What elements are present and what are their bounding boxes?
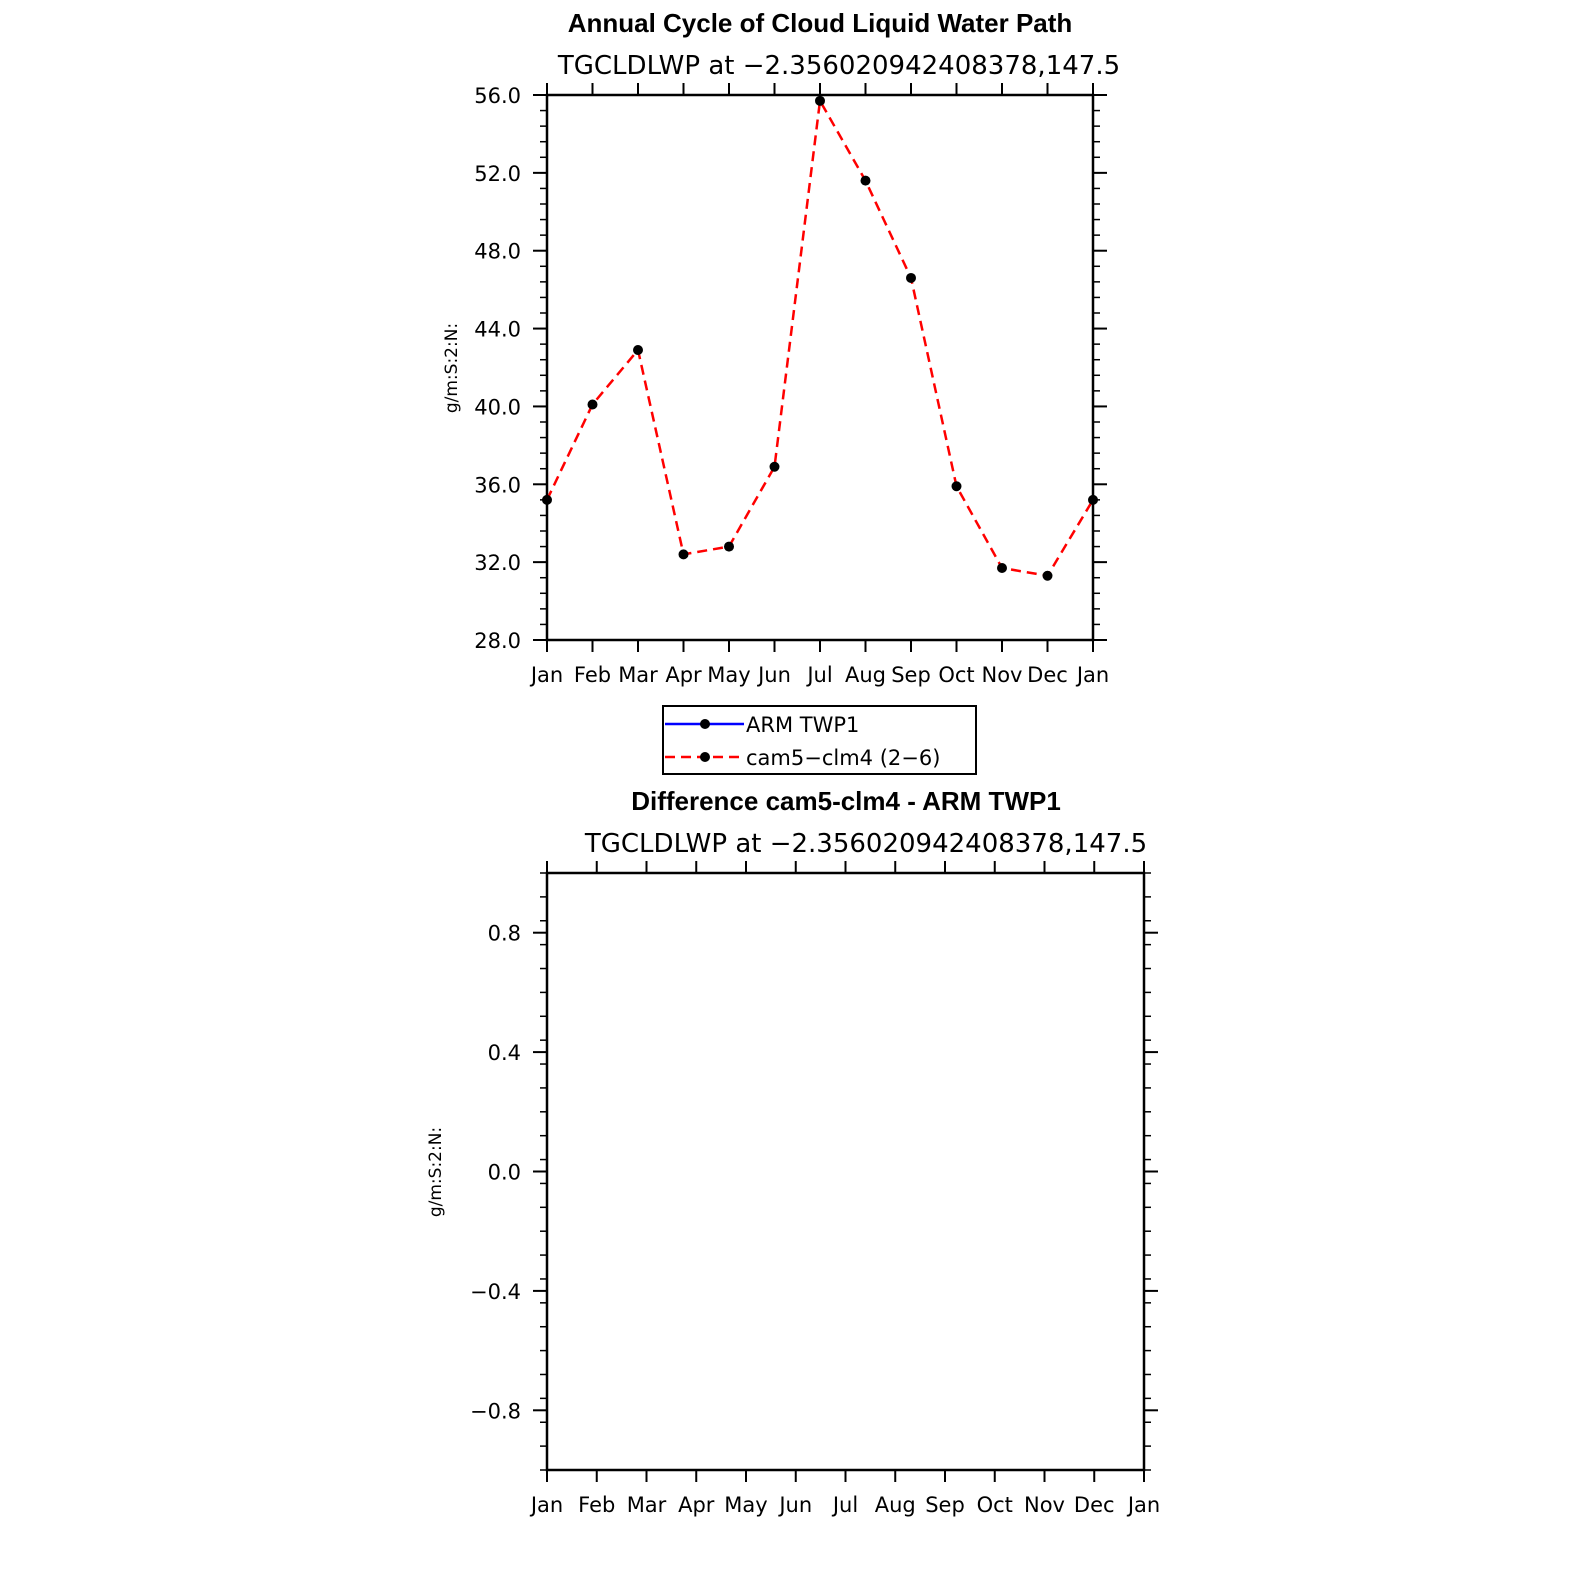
legend bbox=[663, 706, 976, 774]
x-tick-label: Jan bbox=[1076, 663, 1110, 687]
chart-subtitle: TGCLDLWP at −2.356020942408378,147.5 bbox=[557, 51, 1121, 81]
y-tick-label: 44.0 bbox=[474, 317, 521, 342]
x-tick-label: Sep bbox=[925, 1493, 965, 1517]
x-tick-label: Aug bbox=[874, 1493, 916, 1517]
data-point bbox=[633, 345, 643, 355]
x-tick-label: May bbox=[724, 1493, 768, 1517]
plot-area bbox=[474, 83, 1109, 687]
data-point bbox=[997, 563, 1007, 573]
data-point bbox=[952, 481, 962, 491]
x-tick-label: Nov bbox=[981, 663, 1023, 687]
data-point bbox=[906, 273, 916, 283]
x-tick-label: Jan bbox=[530, 1493, 564, 1517]
annual-cycle-panel bbox=[442, 8, 1120, 687]
series-line bbox=[547, 101, 1093, 576]
legend-marker-arm bbox=[700, 719, 710, 729]
legend-label-cam5: cam5−clm4 (2−6) bbox=[746, 746, 941, 770]
difference-panel bbox=[426, 786, 1160, 1517]
y-tick-label: −0.8 bbox=[470, 1399, 521, 1424]
data-point bbox=[542, 495, 552, 505]
data-point bbox=[1088, 495, 1098, 505]
x-tick-label: Sep bbox=[891, 663, 931, 687]
y-tick-label: 28.0 bbox=[474, 629, 521, 653]
x-tick-label: Feb bbox=[578, 1493, 616, 1517]
y-tick-label: 36.0 bbox=[474, 473, 521, 498]
y-tick-label: 40.0 bbox=[474, 395, 521, 420]
y-tick-label: −0.4 bbox=[470, 1279, 521, 1304]
x-tick-label: Jun bbox=[779, 1493, 813, 1517]
data-point bbox=[770, 462, 780, 472]
x-tick-label: Mar bbox=[618, 663, 658, 687]
chart-title: Difference cam5-clm4 - ARM TWP1 bbox=[631, 786, 1061, 816]
data-point bbox=[815, 96, 825, 106]
data-point bbox=[861, 176, 871, 186]
x-tick-label: May bbox=[707, 663, 751, 687]
legend-marker-cam5 bbox=[700, 752, 710, 762]
x-tick-label: Jun bbox=[758, 663, 791, 687]
y-axis-label: g/m:S:2:N: bbox=[426, 1126, 446, 1218]
chart-subtitle: TGCLDLWP at −2.356020942408378,147.5 bbox=[584, 829, 1148, 859]
legend-label-arm: ARM TWP1 bbox=[746, 713, 860, 737]
x-tick-label: Mar bbox=[626, 1493, 667, 1517]
x-tick-label: Apr bbox=[665, 663, 702, 687]
x-tick-label: Aug bbox=[844, 663, 887, 687]
x-tick-label: Jul bbox=[807, 663, 833, 687]
x-tick-label: Dec bbox=[1073, 1493, 1115, 1517]
plot-frame bbox=[547, 95, 1093, 640]
data-point bbox=[679, 549, 689, 559]
y-tick-label: 56.0 bbox=[474, 84, 521, 108]
x-tick-label: Jul bbox=[832, 1493, 859, 1517]
y-tick-label: 48.0 bbox=[474, 239, 521, 264]
y-tick-label: 0.0 bbox=[487, 1160, 521, 1185]
x-tick-label: Dec bbox=[1027, 663, 1068, 687]
plot-area bbox=[470, 861, 1160, 1517]
x-tick-label: Jan bbox=[1127, 1493, 1161, 1517]
y-axis-label: g/m:S:2:N: bbox=[442, 322, 462, 414]
data-point bbox=[588, 399, 598, 409]
y-tick-label: 52.0 bbox=[474, 161, 521, 186]
x-tick-label: Oct bbox=[976, 1493, 1013, 1517]
x-tick-label: Feb bbox=[573, 663, 612, 687]
x-tick-label: Apr bbox=[678, 1493, 715, 1517]
x-tick-label: Oct bbox=[938, 663, 975, 687]
x-tick-label: Jan bbox=[530, 663, 564, 687]
y-tick-label: 0.4 bbox=[487, 1041, 521, 1066]
data-point bbox=[724, 542, 734, 552]
data-point bbox=[1043, 571, 1053, 581]
x-tick-label: Nov bbox=[1024, 1493, 1065, 1517]
chart-title: Annual Cycle of Cloud Liquid Water Path bbox=[567, 8, 1073, 38]
plot-frame bbox=[547, 873, 1144, 1470]
y-tick-label: 0.8 bbox=[487, 921, 521, 946]
y-tick-label: 32.0 bbox=[474, 551, 521, 576]
